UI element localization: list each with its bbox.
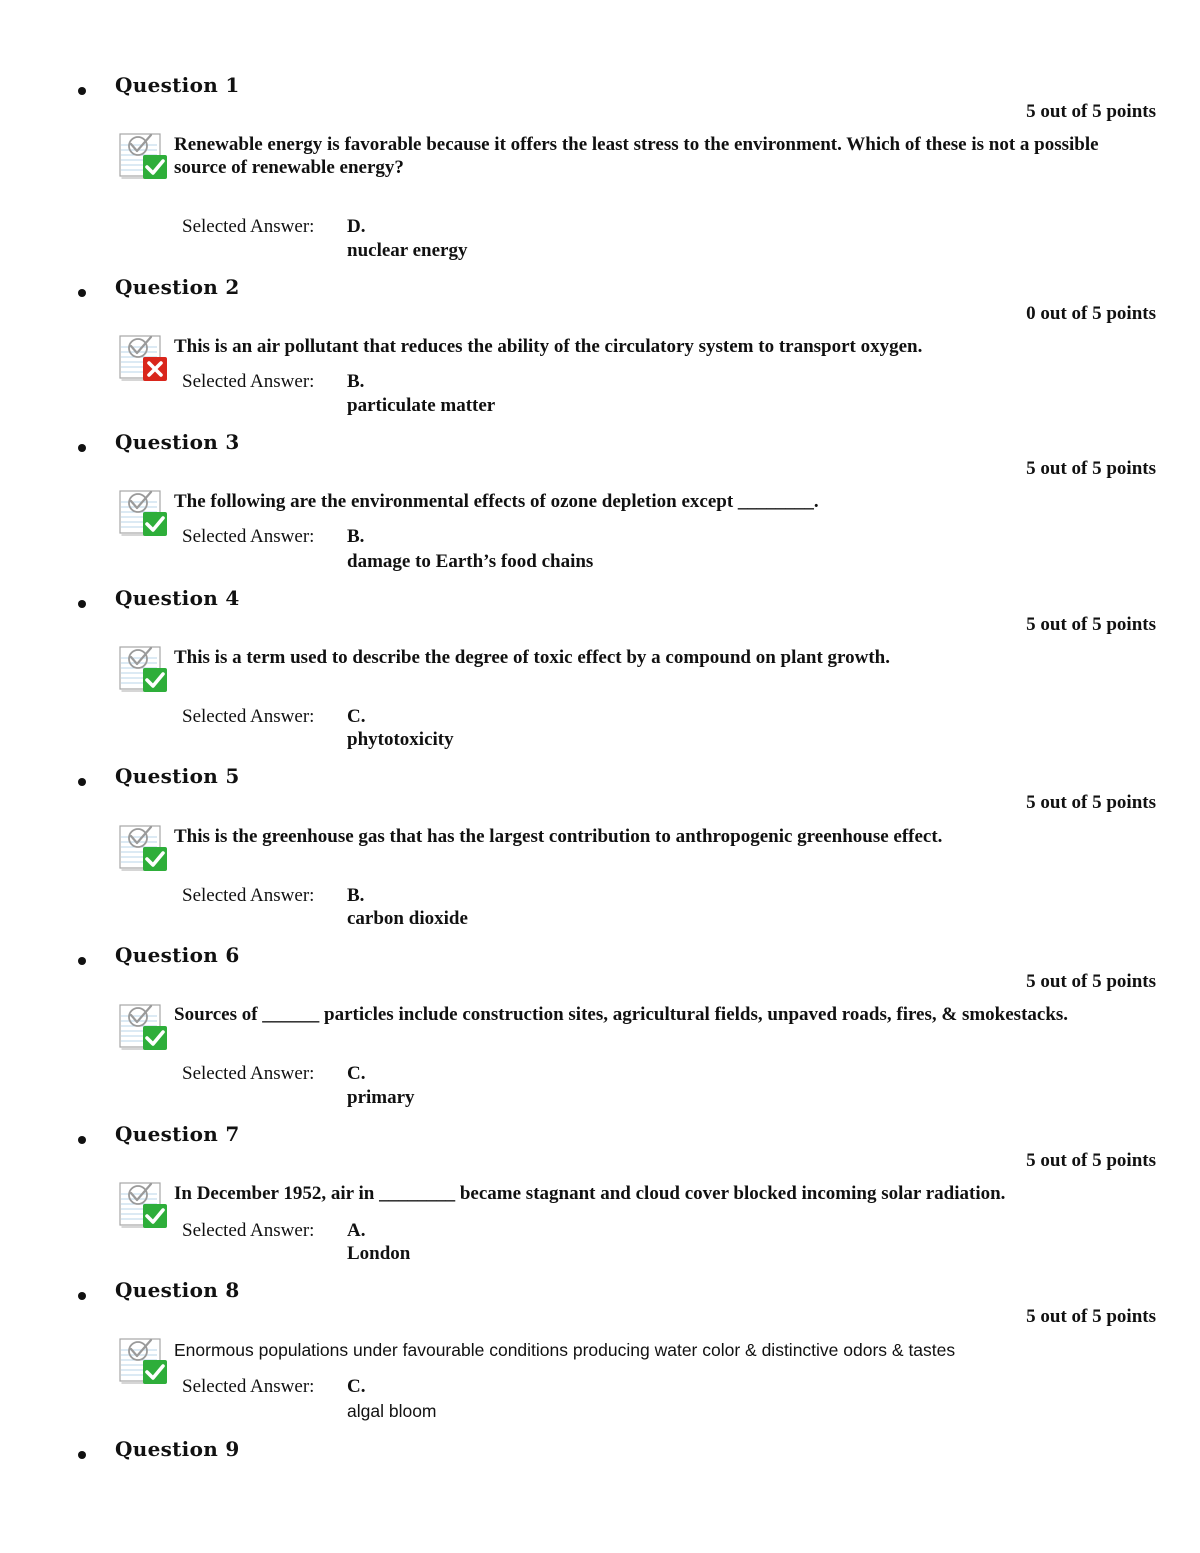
incorrect-x-icon: [117, 331, 169, 383]
question-title: Question 8: [115, 1278, 240, 1302]
question-text: This is an air pollutant that reduces the ability of the circulatory system to transport oxygen.: [174, 336, 923, 357]
bullet: [78, 1292, 86, 1300]
selected-answer-label: Selected Answer:: [182, 1220, 315, 1241]
selected-answer-label: Selected Answer:: [182, 885, 315, 906]
question-text: This is a term used to describe the degree of toxic effect by a compound on plant growth.: [174, 647, 890, 668]
correct-check-icon: [117, 1000, 169, 1052]
question-text: Enormous populations under favourable conditions producing water color & distinctive odors & tastes: [174, 1340, 956, 1360]
question-score: 5 out of 5 points: [1026, 971, 1156, 992]
selected-answer-letter: C.: [347, 706, 366, 727]
question-text: In December 1952, air in ________ became stagnant and cloud cover blocked incoming solar radiation.: [174, 1183, 1006, 1204]
question-title: Question 7: [115, 1122, 240, 1146]
question-text: The following are the environmental effects of ozone depletion except ________.: [174, 491, 819, 512]
bullet: [78, 600, 86, 608]
bullet: [78, 778, 86, 786]
question-score: 5 out of 5 points: [1026, 458, 1156, 479]
correct-check-icon: [117, 486, 169, 538]
question-score: 5 out of 5 points: [1026, 792, 1156, 813]
correct-check-icon: [117, 642, 169, 694]
question-text: This is the greenhouse gas that has the largest contribution to anthropogenic greenhouse effect.: [174, 826, 943, 847]
selected-answer-letter: D.: [347, 216, 366, 237]
bullet: [78, 444, 86, 452]
question-score: 5 out of 5 points: [1026, 614, 1156, 635]
selected-answer-label: Selected Answer:: [182, 706, 315, 727]
question-score: 5 out of 5 points: [1026, 1306, 1156, 1327]
question-title: Question 1: [115, 73, 240, 97]
question-title: Question 9: [115, 1437, 240, 1461]
bullet: [78, 289, 86, 297]
selected-answer-letter: C.: [347, 1376, 366, 1397]
bullet: [78, 957, 86, 965]
selected-answer-label: Selected Answer:: [182, 526, 315, 547]
selected-answer-letter: A.: [347, 1220, 366, 1241]
question-score: 0 out of 5 points: [1026, 303, 1156, 324]
question-title: Question 3: [115, 430, 240, 454]
selected-answer-label: Selected Answer:: [182, 371, 315, 392]
correct-check-icon: [117, 821, 169, 873]
bullet: [78, 87, 86, 95]
question-text: Sources of ______ particles include construction sites, agricultural fields, unpaved roads, fires, & smokestacks.: [174, 1004, 1069, 1025]
selected-answer-text: London: [347, 1243, 411, 1264]
question-title: Question 2: [115, 275, 240, 299]
selected-answer-text: primary: [347, 1087, 415, 1108]
selected-answer-label: Selected Answer:: [182, 1063, 315, 1084]
selected-answer-text: damage to Earth’s food chains: [347, 551, 594, 572]
selected-answer-letter: B.: [347, 885, 365, 906]
question-score: 5 out of 5 points: [1026, 101, 1156, 122]
selected-answer-letter: B.: [347, 526, 365, 547]
selected-answer-letter: B.: [347, 371, 365, 392]
selected-answer-text: phytotoxicity: [347, 729, 454, 750]
selected-answer-letter: C.: [347, 1063, 366, 1084]
question-title: Question 5: [115, 764, 240, 788]
bullet: [78, 1451, 86, 1459]
selected-answer-text: particulate matter: [347, 395, 496, 416]
question-score: 5 out of 5 points: [1026, 1150, 1156, 1171]
selected-answer-label: Selected Answer:: [182, 216, 315, 237]
question-title: Question 6: [115, 943, 240, 967]
correct-check-icon: [117, 1178, 169, 1230]
selected-answer-text: nuclear energy: [347, 240, 468, 261]
selected-answer-text: algal bloom: [347, 1401, 437, 1421]
selected-answer-text: carbon dioxide: [347, 908, 468, 929]
selected-answer-label: Selected Answer:: [182, 1376, 315, 1397]
question-title: Question 4: [115, 586, 240, 610]
correct-check-icon: [117, 1334, 169, 1386]
question-text: Renewable energy is favorable because it offers the least stress to the environment. Which of these is not a possible source of renewable energy?: [174, 134, 1099, 178]
correct-check-icon: [117, 129, 169, 181]
bullet: [78, 1136, 86, 1144]
